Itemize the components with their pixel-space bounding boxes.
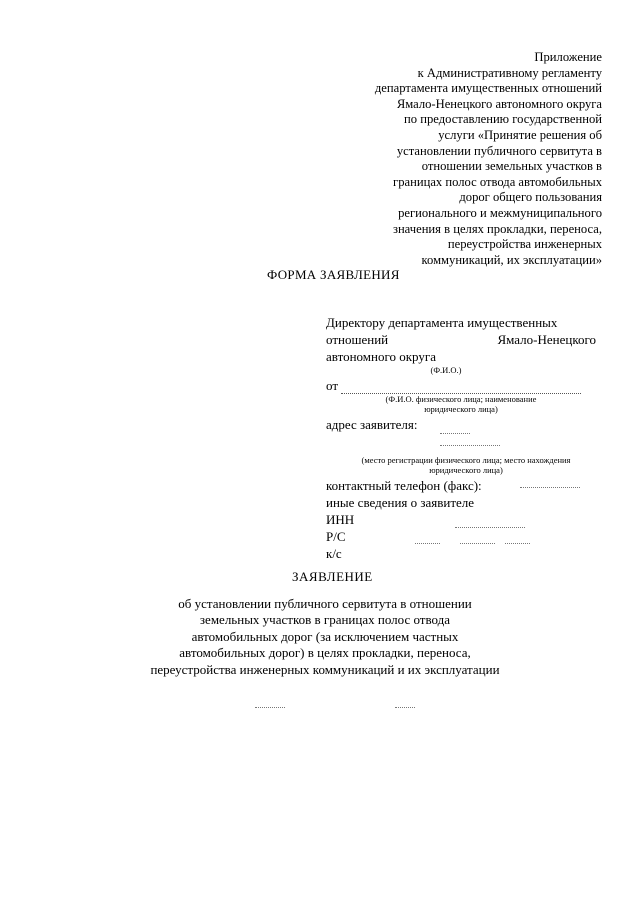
statement-line: об установлении публичного сервитута в отношении <box>178 596 472 611</box>
ks-fill-line <box>505 542 530 544</box>
from-hint-2: юридического лица) <box>424 404 498 414</box>
appendix-line: отношении земельных участков в <box>421 159 602 174</box>
ks-fill-line <box>460 542 495 544</box>
addressee-line-3: автономного округа <box>326 349 436 364</box>
statement-line: автомобильных дорог (за исключением частных <box>191 628 459 644</box>
rs-label: Р/С <box>326 529 346 544</box>
appendix-line: значения в целях прокладки, переноса, <box>392 221 602 236</box>
appendix-line: коммуникаций, их эксплуатации» <box>421 252 602 267</box>
appendix-line: границах полос отвода автомобильных <box>393 174 602 189</box>
phone-fill-line <box>520 486 580 488</box>
appendix-line: Приложение <box>534 50 602 64</box>
phone-label: контактный телефон (факс): <box>326 478 482 493</box>
appendix-line: переустройства инженерных <box>447 237 602 252</box>
rs-fill-line <box>455 526 525 528</box>
statement-line: автомобильных дорог) в целях прокладки, переноса, <box>179 645 471 661</box>
appendix-line: департамента имущественных отношений <box>374 81 602 96</box>
address-hint-1: (место регистрации физического лица; место нахождения <box>361 455 571 465</box>
address-fill-line <box>440 432 470 434</box>
address-label: адрес заявителя: <box>326 417 418 432</box>
from-hint-1: (Ф.И.О. физического лица; наименование <box>385 394 537 404</box>
statement-title: ЗАЯВЛЕНИЕ <box>292 569 373 584</box>
addressee-line-1: Директору департамента имущественных <box>326 315 558 330</box>
address-hint-2: юридического лица) <box>429 465 503 475</box>
bottom-fill-line <box>395 706 415 708</box>
from-field[interactable] <box>341 381 581 394</box>
statement-body <box>120 596 530 678</box>
statement-line: земельных участков в границах полос отвода <box>199 612 451 628</box>
inn-label: ИНН <box>326 512 355 527</box>
other-info-label: иные сведения о заявителе <box>326 495 475 510</box>
appendix-line: установлении публичного сервитута в <box>396 143 602 158</box>
appendix-line: по предоставлению государственной <box>404 112 602 127</box>
addressee-line-2 <box>326 331 596 348</box>
from-label: от <box>326 378 339 393</box>
ks-fill-line <box>415 542 440 544</box>
bottom-fill-line <box>255 706 285 708</box>
fio-hint: (Ф.И.О.) <box>430 365 462 375</box>
appendix-line: услуги «Принятие решения об <box>438 127 602 142</box>
appendix-header <box>300 50 602 268</box>
form-title: ФОРМА ЗАЯВЛЕНИЯ <box>267 267 400 282</box>
appendix-line: Ямало-Ненецкого автономного округа <box>396 96 602 111</box>
address-fill-line <box>440 444 500 446</box>
statement-line: переустройства инженерных коммуникаций и их эксплуатации <box>150 661 500 677</box>
addressee-line-2-right: Ямало-Ненецкого <box>497 332 596 347</box>
from-row <box>326 377 606 394</box>
ks-label: к/с <box>326 546 342 561</box>
addressee-block <box>326 314 606 562</box>
appendix-line: дорог общего пользования <box>459 190 602 205</box>
appendix-line: регионального и межмуниципального <box>398 205 602 220</box>
appendix-line: к Административному регламенту <box>417 65 602 80</box>
addressee-line-2-left: отношений <box>326 332 389 347</box>
